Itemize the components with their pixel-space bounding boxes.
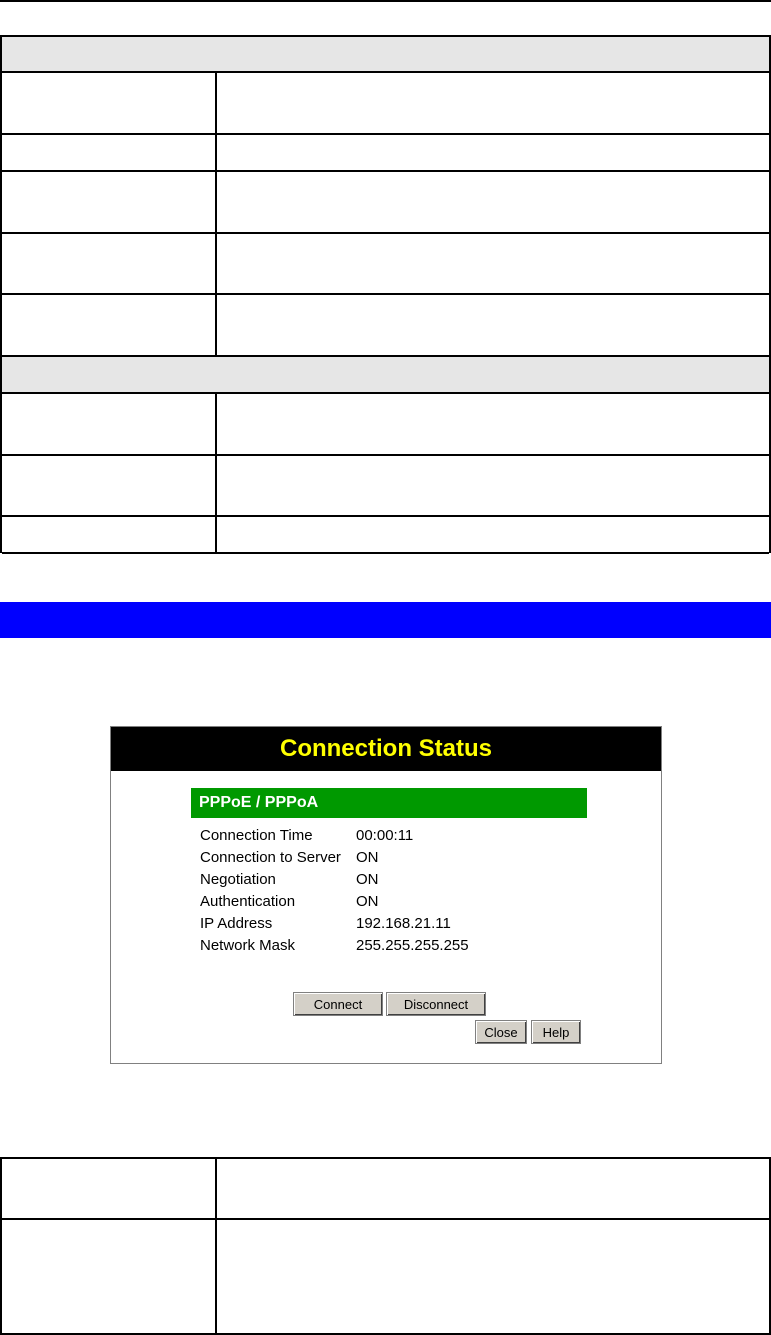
field-value-negotiation: ON [356, 871, 379, 888]
table-row [0, 516, 771, 553]
rule [2, 133, 769, 135]
table-row [0, 294, 771, 356]
rule [2, 293, 769, 295]
table-row [0, 134, 771, 171]
field-label-ip-address: IP Address [200, 915, 273, 932]
field-value-connection-time: 00:00:11 [356, 827, 414, 844]
section-bar-pppoe: PPPoE / PPPoA [191, 788, 587, 818]
table-row [0, 233, 771, 294]
disconnect-button[interactable]: Disconnect [386, 992, 486, 1016]
field-label-network-mask: Network Mask [200, 937, 296, 954]
dialog-title: Connection Status [111, 727, 661, 771]
bottom-table-row [0, 1218, 771, 1335]
rule [2, 454, 769, 456]
rule [2, 170, 769, 172]
connect-button[interactable]: Connect [293, 992, 383, 1016]
rule [2, 392, 769, 394]
table-row [0, 171, 771, 233]
field-label-negotiation: Negotiation [200, 871, 276, 888]
connection-status-dialog [110, 726, 662, 1064]
help-button[interactable]: Help [531, 1020, 581, 1044]
rule [2, 35, 769, 37]
field-value-ip-address: 192.168.21.11 [356, 915, 451, 932]
field-value-connection-to-server: ON [356, 849, 379, 866]
rule [2, 1157, 769, 1159]
rule [2, 552, 769, 554]
bottom-table-row [0, 1157, 771, 1218]
field-label-authentication: Authentication [200, 893, 296, 910]
table-section-header-2 [0, 356, 771, 393]
field-value-authentication: ON [356, 893, 379, 910]
section-banner [0, 602, 771, 638]
rule [2, 355, 769, 357]
field-label-connection-time: Connection Time [200, 827, 313, 844]
close-button[interactable]: Close [475, 1020, 527, 1044]
top-rule [0, 0, 771, 2]
field-label-connection-to-server: Connection to Server [200, 849, 341, 866]
rule [2, 515, 769, 517]
field-value-network-mask: 255.255.255.255 [356, 937, 469, 954]
rule [2, 232, 769, 234]
table-section-header-1 [0, 35, 771, 72]
table-row [0, 455, 771, 516]
table-row [0, 72, 771, 134]
rule [2, 71, 769, 73]
table-row [0, 393, 771, 455]
rule [2, 1218, 769, 1220]
